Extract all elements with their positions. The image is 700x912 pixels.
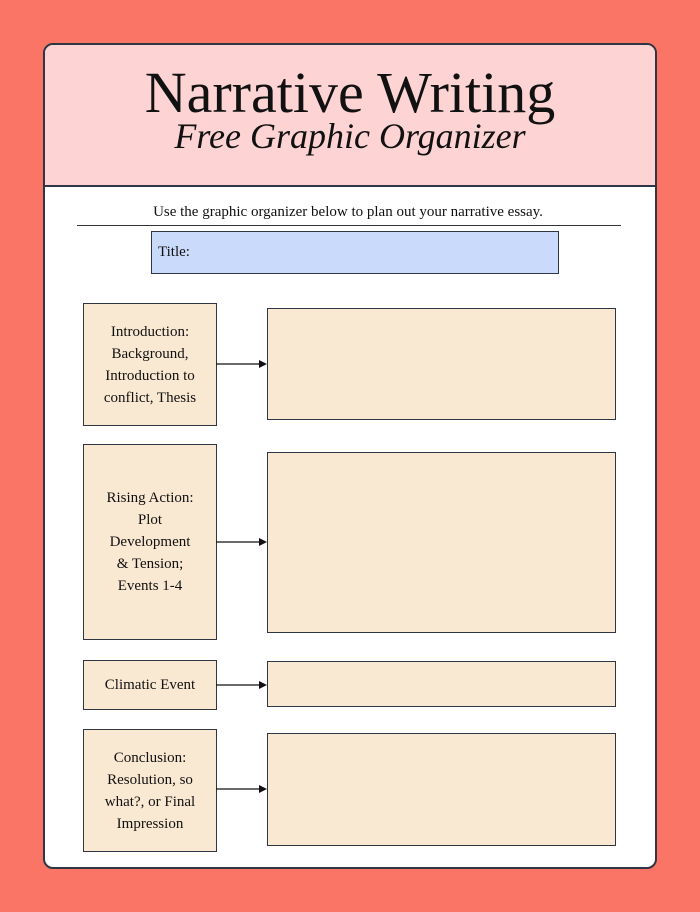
page-subtitle: Free Graphic Organizer <box>174 116 526 156</box>
section-label-rising-action <box>83 444 217 640</box>
response-box-climatic-event[interactable] <box>267 661 616 707</box>
arrow-right-icon <box>216 680 267 690</box>
instructions-text: Use the graphic organizer below to plan out your narrative essay. <box>153 204 543 220</box>
section-label-conclusion <box>83 729 217 852</box>
header-banner <box>45 45 655 187</box>
section-label-text: Conclusion: Resolution, so what?, or Final Impression <box>104 749 196 832</box>
response-box-conclusion[interactable] <box>267 733 616 846</box>
arrow-right-icon <box>216 359 267 369</box>
divider <box>77 225 621 226</box>
section-label-text: Rising Action: Plot Development & Tension; Events 1-4 <box>106 490 194 594</box>
section-label-introduction <box>83 303 217 426</box>
page-title: Narrative Writing <box>144 60 556 125</box>
section-label-climatic-event <box>83 660 217 710</box>
arrow-right-icon <box>216 784 267 794</box>
response-box-rising-action[interactable] <box>267 452 616 633</box>
organizer-card <box>43 43 657 869</box>
section-label-text: Introduction: Background, Introduction to conflict, Thesis <box>103 323 197 406</box>
section-label-text: Climatic Event <box>104 677 196 693</box>
title-label: Title: <box>158 244 190 260</box>
title-field[interactable] <box>151 231 559 274</box>
arrow-right-icon <box>216 537 267 547</box>
response-box-introduction[interactable] <box>267 308 616 420</box>
